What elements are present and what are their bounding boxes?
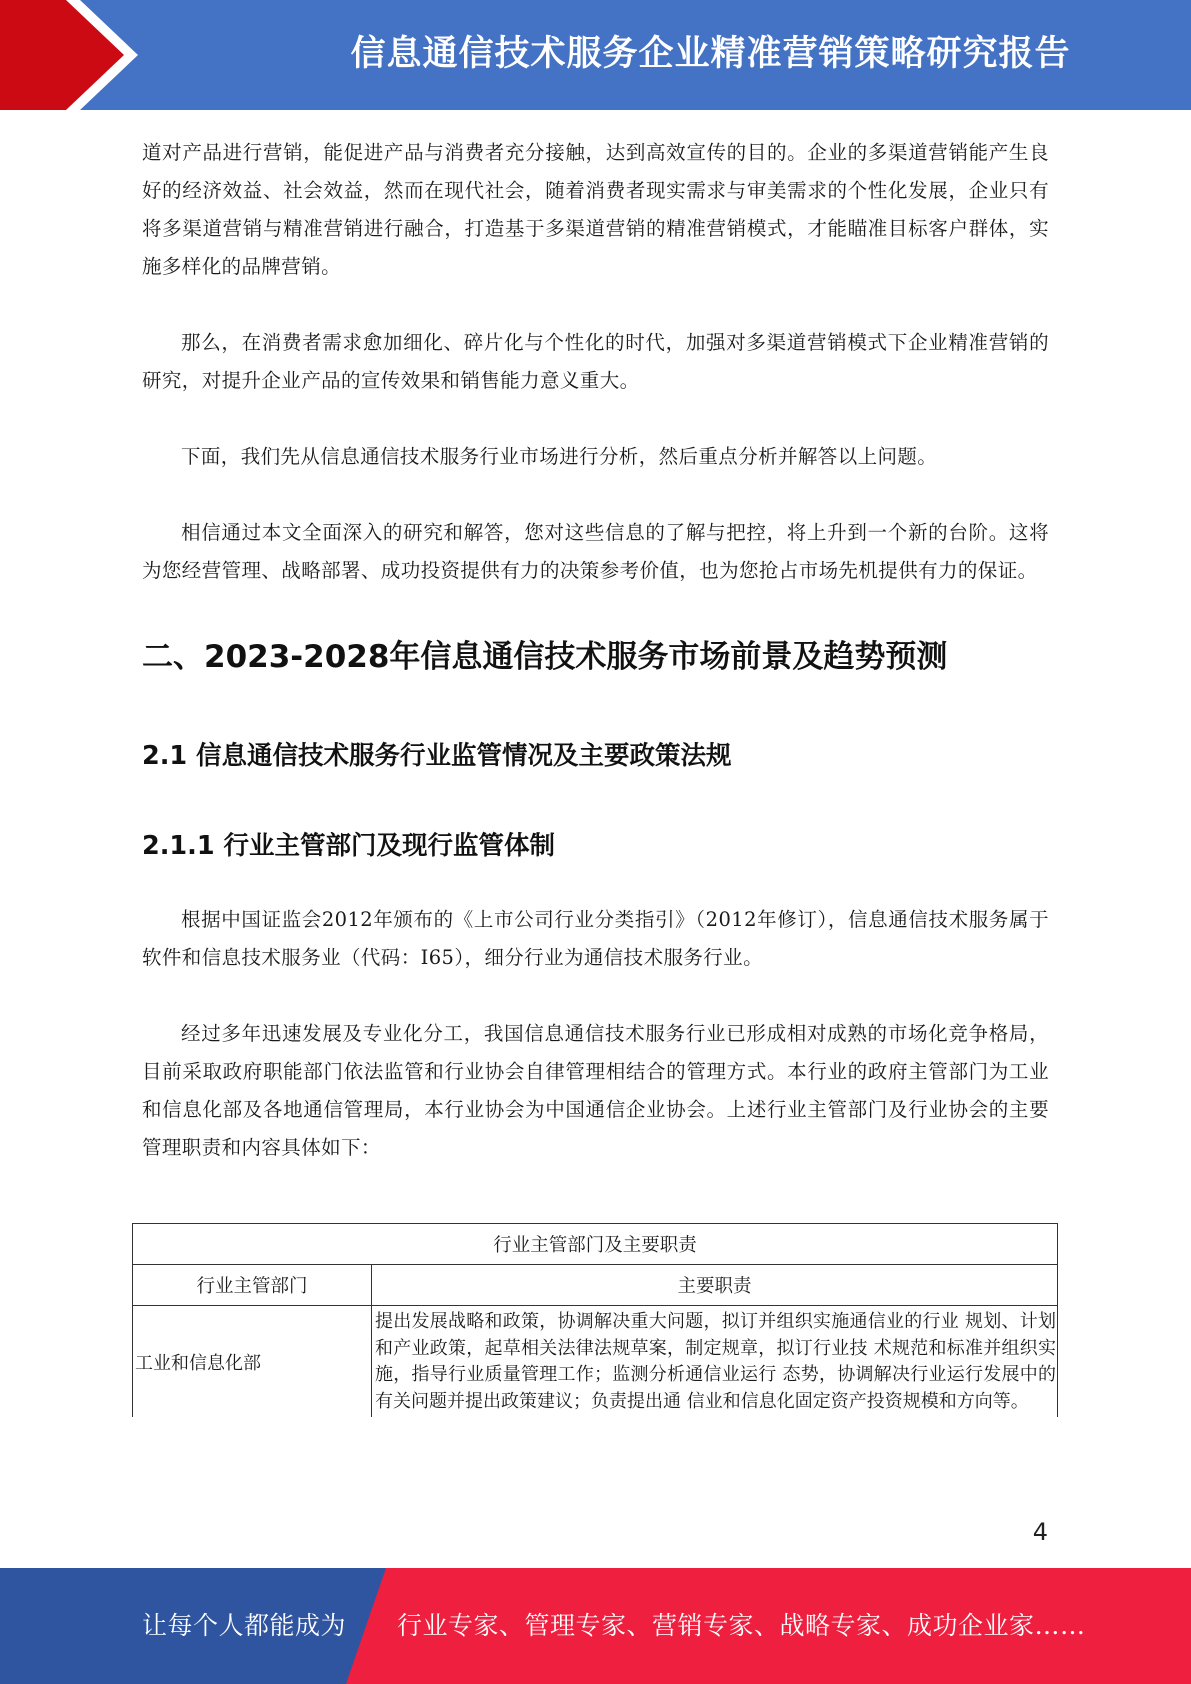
table-cell-dept: 工业和信息化部 xyxy=(133,1306,372,1418)
paragraph: 经过多年迅速发展及专业化分工，我国信息通信技术服务行业已形成相对成熟的市场化竞争格局，目前采取政府职能部门依法监管和行业协会自律管理相结合的管理方式。本行业的政府主管部门为工业和信息化部及各地通信管理局，本行业协会为中国通信企业协会。上述行业主管部门及行业协会的主要管理职责和内容具体如下： xyxy=(142,1022,1049,1159)
regulator-duties-table xyxy=(132,1223,1058,1417)
footer-slogan-left: 让每个人都能成为 xyxy=(142,1611,347,1640)
table-cell-duty: 提出发展战略和政策，协调解决重大问题，拟订并组织实施通信业的行业 规划、计划和产业政策，起草相关法律法规草案，制定规章，拟订行业技 术规范和标准并组织实施，指导行业质量管理工作；监测分析通信业运行 态势，协调解决行业运行发展中的有关问题并提出政策建议；负责提出通 信业和信息化固定资产投资规模和方向等。 xyxy=(372,1306,1058,1418)
footer-slogan-right: 行业专家、管理专家、营销专家、战略专家、成功企业家…… xyxy=(397,1611,1086,1640)
paragraph: 相信通过本文全面深入的研究和解答，您对这些信息的了解与把控，将上升到一个新的台阶。这将为您经营管理、战略部署、成功投资提供有力的决策参考价值，也为您抢占市场先机提供有力的保证。 xyxy=(142,521,1049,582)
paragraph: 道对产品进行营销，能促进产品与消费者充分接触，达到高效宣传的目的。企业的多渠道营销能产生良好的经济效益、社会效益，然而在现代社会，随着消费者现实需求与审美需求的个性化发展，企业只有将多渠道营销与精准营销进行融合，打造基于多渠道营销的精准营销模式，才能瞄准目标客户群体，实施多样化的品牌营销。 xyxy=(142,141,1049,278)
table-header-dept: 行业主管部门 xyxy=(133,1265,372,1306)
table-row xyxy=(133,1306,1058,1418)
header-banner xyxy=(0,0,1191,110)
paragraph: 根据中国证监会2012年颁布的《上市公司行业分类指引》（2012年修订），信息通信技术服务属于软件和信息技术服务业（代码：I65），细分行业为通信技术服务行业。 xyxy=(142,908,1049,969)
subsection-heading: 2.1 信息通信技术服务行业监管情况及主要政策法规 xyxy=(142,741,732,771)
paragraph: 那么，在消费者需求愈加细化、碎片化与个性化的时代，加强对多渠道营销模式下企业精准营销的研究，对提升企业产品的宣传效果和销售能力意义重大。 xyxy=(142,331,1049,392)
table-header-duty: 主要职责 xyxy=(372,1265,1058,1306)
paragraph: 下面，我们先从信息通信技术服务行业市场进行分析，然后重点分析并解答以上问题。 xyxy=(181,445,938,468)
page-number: 4 xyxy=(1032,1518,1048,1546)
section-heading: 二、2023-2028年信息通信技术服务市场前景及趋势预测 xyxy=(142,639,948,675)
footer-banner xyxy=(0,1568,1191,1684)
subsubsection-heading: 2.1.1 行业主管部门及现行监管体制 xyxy=(142,831,555,861)
document-body xyxy=(142,134,1049,1167)
header-title: 信息通信技术服务企业精准营销策略研究报告 xyxy=(350,34,1071,74)
table-caption: 行业主管部门及主要职责 xyxy=(133,1224,1058,1265)
header-arrow-decoration xyxy=(0,0,150,110)
